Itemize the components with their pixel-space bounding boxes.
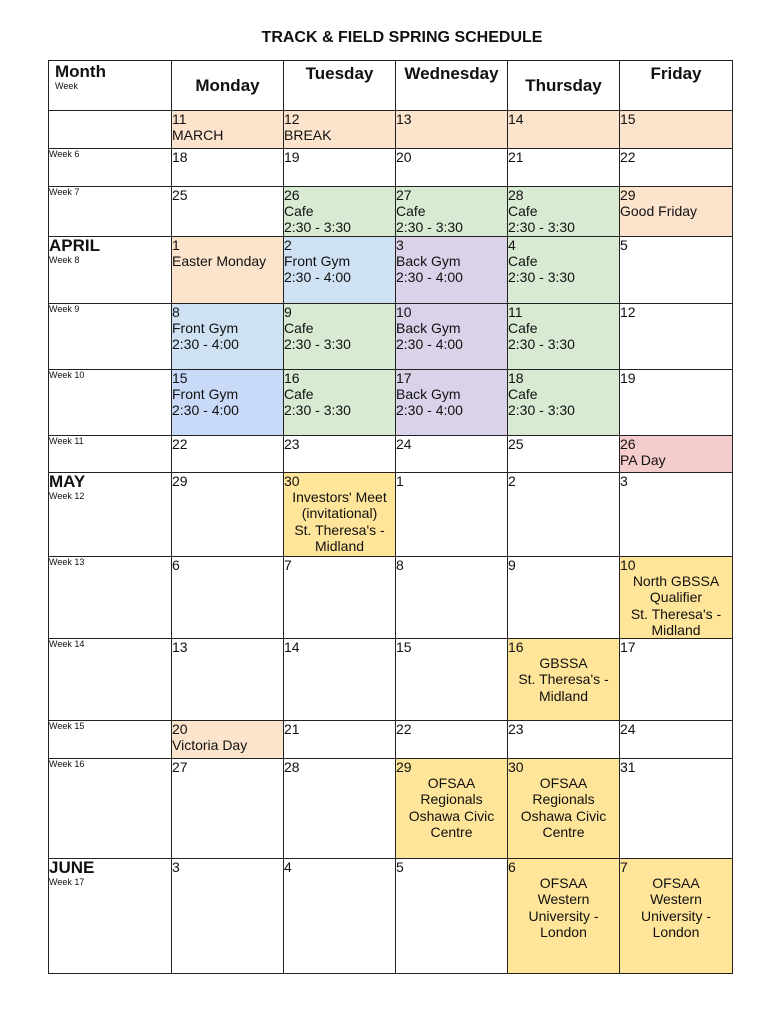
event-text: OFSAA Western University - London [528, 875, 599, 940]
event-text: BREAK [284, 127, 332, 144]
week-row [49, 237, 733, 304]
date-number: 11 [172, 111, 187, 127]
day-cell-wednesday [396, 187, 508, 237]
schedule-body [49, 111, 733, 974]
day-cell-tuesday [284, 436, 396, 473]
week-row [49, 370, 733, 436]
month-week-cell [49, 149, 172, 187]
day-cell-monday [172, 237, 284, 304]
day-cell-monday [172, 639, 284, 721]
event-text: Back Gym 2:30 - 4:00 [396, 320, 463, 353]
header-thursday: Thursday [508, 61, 620, 111]
week-label: Week 16 [49, 759, 85, 770]
date-number: 6 [172, 557, 180, 573]
week-row [49, 639, 733, 721]
day-cell-wednesday [396, 759, 508, 859]
day-cell-thursday [508, 759, 620, 859]
day-cell-wednesday [396, 436, 508, 473]
month-week-cell [49, 759, 172, 859]
month-week-cell [49, 721, 172, 759]
date-number: 8 [396, 557, 404, 573]
week-row [49, 111, 733, 149]
day-cell-monday [172, 473, 284, 557]
month-week-cell [49, 237, 172, 304]
week-row [49, 759, 733, 859]
event-text: North GBSSA Qualifier St. Theresa's - Midland [630, 573, 722, 638]
day-cell-thursday [508, 473, 620, 557]
date-number: 28 [508, 187, 524, 203]
week-label: Week 12 [49, 491, 85, 501]
event-text: OFSAA Regionals Oshawa Civic Centre [408, 775, 495, 840]
header-friday: Friday [620, 61, 733, 111]
date-number: 15 [396, 639, 412, 656]
month-week-cell [49, 859, 172, 974]
event-text: Front Gym 2:30 - 4:00 [172, 386, 239, 419]
day-cell-friday [620, 639, 733, 721]
day-cell-tuesday [284, 859, 396, 974]
month-week-cell [49, 639, 172, 721]
date-number: 1 [396, 473, 404, 489]
month-week-cell [49, 436, 172, 473]
month-week-cell [49, 473, 172, 557]
date-number: 16 [508, 639, 524, 656]
date-number: 13 [396, 111, 412, 127]
day-cell-monday [172, 111, 284, 149]
month-week-cell [49, 187, 172, 237]
day-cell-friday [620, 304, 733, 370]
date-number: 2 [508, 473, 516, 489]
day-cell-friday [620, 759, 733, 859]
day-cell-thursday [508, 436, 620, 473]
event-text: Front Gym 2:30 - 4:00 [172, 320, 239, 353]
month-label: MAY [49, 472, 86, 491]
day-cell-wednesday [396, 237, 508, 304]
day-cell-tuesday [284, 187, 396, 237]
date-number: 3 [396, 237, 404, 253]
event-text: GBSSA St. Theresa's - Midland [518, 655, 609, 704]
date-number: 23 [508, 721, 524, 738]
date-number: 21 [284, 721, 300, 738]
date-number: 19 [620, 370, 636, 386]
day-cell-tuesday [284, 721, 396, 759]
day-cell-friday [620, 436, 733, 473]
week-row [49, 721, 733, 759]
day-cell-tuesday [284, 473, 396, 557]
day-cell-friday [620, 473, 733, 557]
day-cell-thursday [508, 557, 620, 639]
date-number: 9 [284, 304, 292, 320]
date-number: 30 [508, 759, 524, 776]
event-text: Front Gym 2:30 - 4:00 [284, 253, 351, 286]
date-number: 8 [172, 304, 180, 320]
month-week-cell [49, 111, 172, 149]
day-cell-friday [620, 557, 733, 639]
header-month-label: Month [55, 62, 106, 81]
event-text: Cafe 2:30 - 3:30 [508, 203, 575, 236]
month-week-cell [49, 370, 172, 436]
date-number: 5 [620, 237, 628, 253]
date-number: 16 [284, 370, 300, 386]
date-number: 15 [620, 111, 636, 127]
event-text: PA Day [620, 452, 666, 469]
day-cell-wednesday [396, 304, 508, 370]
event-text: Victoria Day [172, 737, 248, 754]
header-monday: Monday [172, 61, 284, 111]
day-cell-thursday [508, 111, 620, 149]
week-label: Week 13 [49, 557, 85, 567]
event-text: Investors' Meet (invitational) St. Theresa's - Midland [292, 489, 387, 554]
day-cell-monday [172, 370, 284, 436]
date-number: 9 [508, 557, 516, 573]
date-number: 25 [172, 187, 188, 203]
date-number: 12 [620, 304, 636, 320]
day-cell-monday [172, 721, 284, 759]
event-text: Back Gym 2:30 - 4:00 [396, 253, 463, 286]
date-number: 19 [284, 149, 300, 165]
week-label: Week 17 [49, 877, 85, 888]
day-cell-monday [172, 436, 284, 473]
day-cell-monday [172, 149, 284, 187]
event-text: Good Friday [620, 203, 698, 220]
day-cell-wednesday [396, 370, 508, 436]
date-number: 27 [396, 187, 412, 203]
day-cell-friday [620, 187, 733, 237]
date-number: 18 [172, 149, 188, 165]
day-cell-tuesday [284, 237, 396, 304]
page-title: TRACK & FIELD SPRING SCHEDULE [261, 29, 543, 46]
header-tuesday: Tuesday [284, 61, 396, 111]
date-number: 7 [284, 557, 292, 573]
event-text: Cafe 2:30 - 3:30 [284, 203, 351, 236]
date-number: 1 [172, 237, 180, 253]
day-cell-monday [172, 759, 284, 859]
date-number: 30 [284, 473, 300, 489]
week-label: Week 6 [49, 149, 80, 159]
date-number: 28 [284, 759, 300, 776]
week-row [49, 304, 733, 370]
event-text: Cafe 2:30 - 3:30 [284, 386, 351, 419]
event-text: OFSAA Regionals Oshawa Civic Centre [520, 775, 607, 840]
week-row [49, 557, 733, 639]
date-number: 24 [620, 721, 636, 738]
date-number: 22 [620, 149, 636, 165]
header-wednesday: Wednesday [396, 61, 508, 111]
date-number: 3 [620, 473, 628, 489]
event-text: Back Gym 2:30 - 4:00 [396, 386, 463, 419]
date-number: 17 [620, 639, 636, 656]
event-text: Cafe 2:30 - 3:30 [284, 320, 351, 353]
week-label: Week 10 [49, 370, 85, 380]
month-week-cell [49, 304, 172, 370]
event-text: Cafe 2:30 - 3:30 [396, 203, 463, 236]
date-number: 13 [172, 639, 188, 656]
date-number: 11 [508, 304, 523, 320]
day-cell-friday [620, 721, 733, 759]
date-number: 4 [284, 859, 292, 876]
date-number: 21 [508, 149, 524, 165]
date-number: 4 [508, 237, 516, 253]
day-cell-thursday [508, 187, 620, 237]
week-label: Week 14 [49, 639, 85, 650]
event-text: Cafe 2:30 - 3:30 [508, 320, 575, 353]
day-cell-friday [620, 859, 733, 974]
day-cell-wednesday [396, 111, 508, 149]
day-cell-wednesday [396, 473, 508, 557]
date-number: 3 [172, 859, 180, 876]
day-cell-thursday [508, 149, 620, 187]
day-cell-thursday [508, 639, 620, 721]
day-cell-thursday [508, 237, 620, 304]
event-text: Cafe 2:30 - 3:30 [508, 253, 575, 286]
month-label: APRIL [49, 236, 100, 255]
date-number: 29 [620, 187, 636, 203]
header-month-cell [49, 61, 172, 111]
date-number: 26 [284, 187, 300, 203]
week-label: Week 7 [49, 187, 80, 197]
day-cell-monday [172, 557, 284, 639]
month-label: JUNE [49, 858, 95, 878]
day-cell-monday [172, 304, 284, 370]
day-cell-monday [172, 187, 284, 237]
date-number: 12 [284, 111, 300, 127]
month-week-cell [49, 557, 172, 639]
date-number: 17 [396, 370, 412, 386]
date-number: 24 [396, 436, 412, 452]
date-number: 6 [508, 859, 516, 876]
header-row [49, 61, 733, 111]
date-number: 29 [396, 759, 412, 776]
day-cell-thursday [508, 304, 620, 370]
day-cell-thursday [508, 721, 620, 759]
week-row [49, 149, 733, 187]
date-number: 18 [508, 370, 524, 386]
day-cell-tuesday [284, 557, 396, 639]
day-cell-tuesday [284, 639, 396, 721]
day-cell-wednesday [396, 859, 508, 974]
date-number: 25 [508, 436, 524, 452]
day-cell-tuesday [284, 370, 396, 436]
schedule-table [48, 60, 733, 974]
date-number: 15 [172, 370, 188, 386]
date-number: 7 [620, 859, 628, 876]
day-cell-wednesday [396, 721, 508, 759]
day-cell-tuesday [284, 759, 396, 859]
day-cell-tuesday [284, 304, 396, 370]
event-text: MARCH [172, 127, 224, 144]
header-week-label: Week [55, 81, 78, 91]
day-cell-friday [620, 149, 733, 187]
week-row [49, 473, 733, 557]
event-text: OFSAA Western University - London [640, 875, 711, 940]
date-number: 26 [620, 436, 636, 452]
day-cell-friday [620, 237, 733, 304]
date-number: 10 [620, 557, 636, 573]
week-label: Week 9 [49, 304, 80, 314]
week-label: Week 8 [49, 255, 80, 265]
week-row [49, 436, 733, 473]
date-number: 31 [620, 759, 636, 776]
date-number: 27 [172, 759, 188, 776]
date-number: 22 [396, 721, 412, 738]
event-text: Easter Monday [172, 253, 267, 270]
date-number: 29 [172, 473, 188, 489]
day-cell-wednesday [396, 639, 508, 721]
day-cell-wednesday [396, 557, 508, 639]
date-number: 23 [284, 436, 300, 452]
date-number: 2 [284, 237, 292, 253]
week-row [49, 859, 733, 974]
day-cell-tuesday [284, 111, 396, 149]
day-cell-monday [172, 859, 284, 974]
date-number: 10 [396, 304, 412, 320]
date-number: 20 [172, 721, 188, 738]
date-number: 14 [508, 111, 524, 127]
week-row [49, 187, 733, 237]
day-cell-friday [620, 370, 733, 436]
week-label: Week 11 [49, 436, 84, 446]
date-number: 5 [396, 859, 404, 876]
day-cell-tuesday [284, 149, 396, 187]
event-text: Cafe 2:30 - 3:30 [508, 386, 575, 419]
date-number: 22 [172, 436, 188, 452]
day-cell-wednesday [396, 149, 508, 187]
date-number: 14 [284, 639, 300, 656]
date-number: 20 [396, 149, 412, 165]
day-cell-thursday [508, 370, 620, 436]
day-cell-thursday [508, 859, 620, 974]
week-label: Week 15 [49, 721, 85, 732]
day-cell-friday [620, 111, 733, 149]
